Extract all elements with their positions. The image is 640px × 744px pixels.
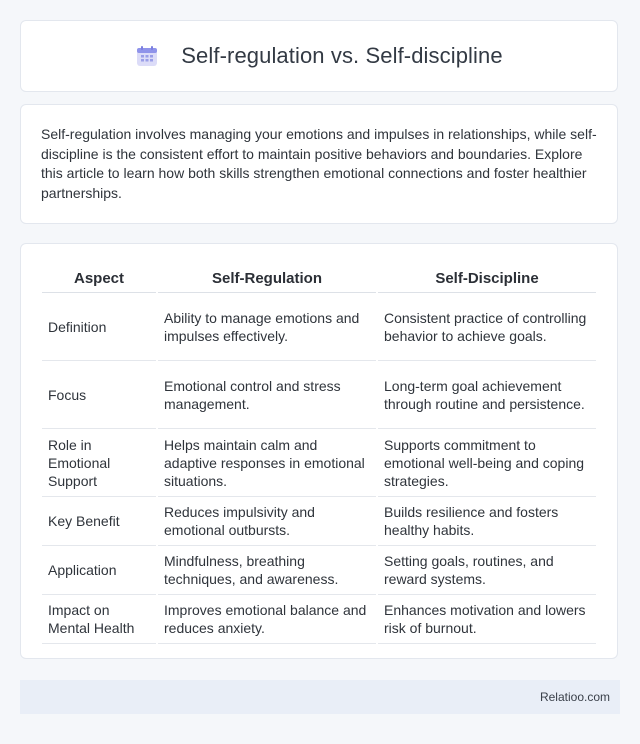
aspect-cell: Impact on Mental Health [42,595,156,644]
aspect-cell: Definition [42,293,156,361]
header-self-discipline: Self-Discipline [378,266,596,293]
self-regulation-cell: Emotional control and stress management. [158,361,376,429]
footer-site-name[interactable]: Relatioo.com [539,690,610,704]
comparison-table [40,266,598,644]
self-discipline-cell: Supports commitment to emotional well-being and coping strategies. [378,429,596,497]
aspect-cell: Role in Emotional Support [42,429,156,497]
table-row [42,293,596,361]
self-discipline-cell: Setting goals, routines, and reward systems. [378,546,596,595]
intro-card [20,104,618,224]
title-wrap [135,43,502,69]
table-row [42,546,596,595]
self-regulation-cell: Mindfulness, breathing techniques, and awareness. [158,546,376,595]
calendar-icon [135,44,159,68]
table-row [42,361,596,429]
intro-paragraph: Self-regulation involves managing your emotions and impulses in relationships, while self-discipline is the consistent effort to maintain positive behaviors and boundaries. Explore this article to learn how both skills strengthen emotional connections and foster healthier partnerships. [41,126,597,201]
header-aspect: Aspect [42,266,156,293]
page-title: Self-regulation vs. Self-discipline [181,43,503,68]
table-row [42,497,596,546]
footer-bar [20,680,620,714]
header-self-regulation: Self-Regulation [158,266,376,293]
table-header-row [42,266,596,293]
table-row [42,595,596,644]
self-discipline-cell: Builds resilience and fosters healthy habits. [378,497,596,546]
self-regulation-cell: Reduces impulsivity and emotional outbursts. [158,497,376,546]
self-regulation-cell: Helps maintain calm and adaptive responses in emotional situations. [158,429,376,497]
self-regulation-cell: Improves emotional balance and reduces anxiety. [158,595,376,644]
self-discipline-cell: Long-term goal achievement through routine and persistence. [378,361,596,429]
comparison-table-card [20,243,618,659]
aspect-cell: Key Benefit [42,497,156,546]
self-discipline-cell: Consistent practice of controlling behavior to achieve goals. [378,293,596,361]
table-row [42,429,596,497]
self-discipline-cell: Enhances motivation and lowers risk of burnout. [378,595,596,644]
title-card [20,20,618,92]
self-regulation-cell: Ability to manage emotions and impulses effectively. [158,293,376,361]
aspect-cell: Focus [42,361,156,429]
aspect-cell: Application [42,546,156,595]
